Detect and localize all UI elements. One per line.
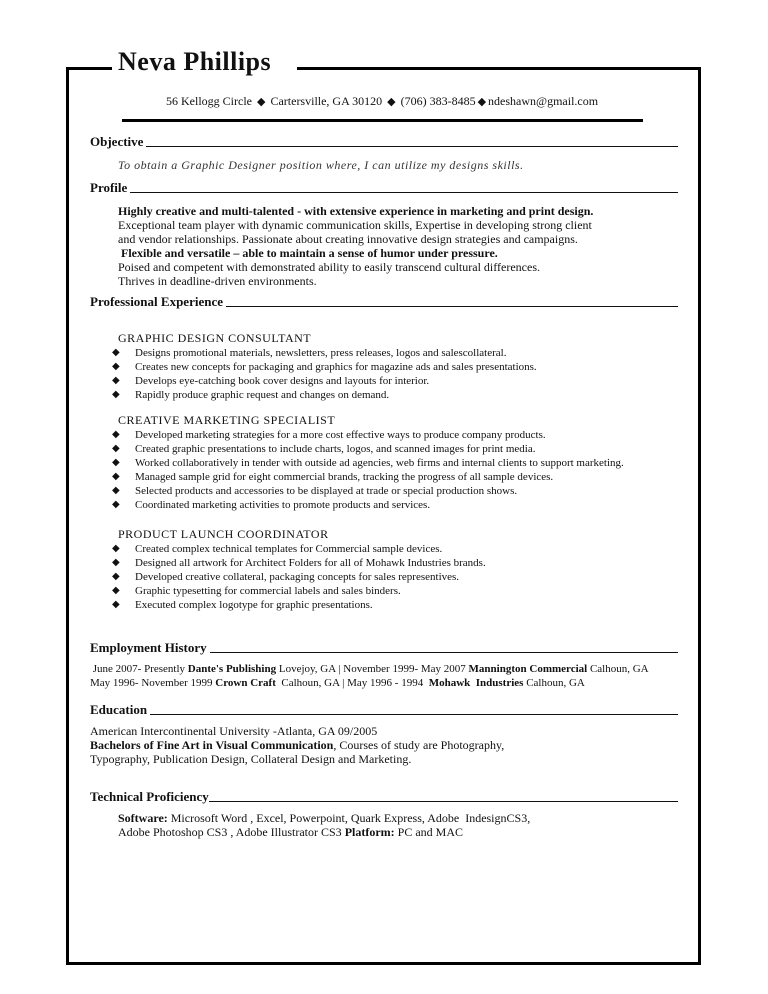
profile-line: Thrives in deadline-driven environments. [118, 274, 317, 288]
platform-label: Platform: [344, 825, 395, 839]
diamond-bullet-icon: ◆ [112, 347, 120, 358]
list-item: ◆ Executed complex logotype for graphic presentations. [112, 599, 373, 611]
diamond-bullet-icon: ◆ [112, 375, 120, 386]
city: Cartersville, GA 30120 [270, 94, 383, 108]
list-item: ◆ Selected products and accessories to be displayed at trade or special production shows. [112, 485, 518, 497]
employer-name: Mohawk Industries [428, 677, 524, 689]
employer-name: Dante's Publishing [187, 663, 277, 675]
job-bullets [112, 428, 624, 512]
list-item: ◆ Created graphic presentations to include charts, logos, and scanned images for print media. [112, 443, 536, 455]
diamond-bullet-icon: ◆ [112, 543, 120, 554]
list-item: ◆ Worked collaboratively in tender with outside ad agencies, web firms and internal clients to support marketing. [112, 457, 624, 469]
software-label: Software: [118, 811, 168, 825]
education-line: Bachelors of Fine Art in Visual Communication, Courses of study are Photography, [90, 738, 505, 752]
job-title: GRAPHIC DESIGN CONSULTANT [118, 331, 312, 345]
phone: (706) 383-8485 [400, 94, 476, 108]
list-item: ◆ Developed marketing strategies for a more cost effective ways to produce company products. [112, 429, 546, 441]
profile-line: Highly creative and multi-talented - with extensive experience in marketing and print design. [118, 204, 594, 218]
diamond-bullet-icon: ◆ [112, 361, 120, 372]
education-line: American Intercontinental University -Atlanta, GA 09/2005 [90, 724, 378, 738]
section-heading-technical: Technical Proficiency [90, 789, 678, 805]
list-item: ◆ Develops eye-catching book cover designs and layouts for interior. [112, 375, 430, 387]
frame-border-top-right [297, 67, 700, 70]
diamond-bullet-icon: ◆ [112, 429, 120, 440]
email: ndeshawn@gmail.com [488, 94, 599, 108]
profile-line: and vendor relationships. Passionate about creating innovative design strategies and campaigns. [118, 232, 578, 246]
list-item: ◆ Created complex technical templates for Commercial sample devices. [112, 543, 443, 555]
employment-row: May 1996- November 1999 Crown Craft Calhoun, GA | May 1996 - 1994 Mohawk Industries Calhoun, GA [90, 677, 585, 689]
job-title: CREATIVE MARKETING SPECIALIST [118, 413, 336, 427]
diamond-bullet-icon: ◆ [112, 485, 120, 496]
diamond-icon: ◆ [477, 96, 487, 108]
diamond-bullet-icon: ◆ [112, 457, 120, 468]
diamond-icon: ◆ [387, 96, 396, 108]
employer-name: Crown Craft [215, 677, 276, 689]
list-item: ◆ Graphic typesetting for commercial labels and sales binders. [112, 585, 401, 597]
frame-border-left [66, 67, 69, 964]
header-rule [122, 119, 643, 122]
diamond-bullet-icon: ◆ [112, 571, 120, 582]
list-item: ◆ Managed sample grid for eight commercial brands, tracking the progress of all sample devices. [112, 471, 554, 483]
profile-line: Exceptional team player with dynamic communication skills, Expertise in developing strong client [118, 218, 592, 232]
technical-line: Software: Microsoft Word , Excel, Powerpoint, Quark Express, Adobe IndesignCS3, [118, 811, 531, 825]
frame-border-right [698, 67, 701, 964]
section-heading-employment: Employment History [90, 640, 678, 656]
diamond-bullet-icon: ◆ [112, 471, 120, 482]
degree: Bachelors of Fine Art in Visual Communication [90, 738, 334, 752]
diamond-bullet-icon: ◆ [112, 585, 120, 596]
diamond-bullet-icon: ◆ [112, 599, 120, 610]
objective-text: To obtain a Graphic Designer position where, I can utilize my designs skills. [118, 158, 524, 172]
contact-line [166, 94, 598, 109]
education-line: Typography, Publication Design, Collateral Design and Marketing. [90, 752, 412, 766]
address: 56 Kellogg Circle [166, 94, 252, 108]
profile-line: Poised and competent with demonstrated ability to easily transcend cultural differences. [118, 260, 540, 274]
list-item: ◆ Designs promotional materials, newsletters, press releases, logos and salescollateral. [112, 347, 507, 359]
diamond-icon: ◆ [256, 96, 266, 108]
job-bullets [112, 542, 486, 612]
diamond-bullet-icon: ◆ [112, 389, 120, 400]
diamond-bullet-icon: ◆ [112, 499, 120, 510]
employment-row: June 2007- Presently Dante's Publishing Lovejoy, GA | November 1999- May 2007 Mannington Commercial Calhoun, GA [90, 663, 649, 675]
list-item: ◆ Creates new concepts for packaging and graphics for magazine ads and sales presentations. [112, 361, 537, 373]
section-heading-profile: Profile [90, 180, 678, 196]
job-bullets [112, 346, 537, 402]
candidate-name: Neva Phillips [118, 47, 272, 76]
employer-name: Mannington Commercial [468, 663, 588, 675]
frame-border-bottom [66, 962, 701, 965]
section-heading-education: Education [90, 702, 678, 718]
list-item: ◆ Developed creative collateral, packaging concepts for sales representives. [112, 571, 460, 583]
list-item: ◆ Designed all artwork for Architect Folders for all of Mohawk Industries brands. [112, 557, 486, 569]
list-item: ◆ Rapidly produce graphic request and changes on demand. [112, 389, 390, 401]
diamond-bullet-icon: ◆ [112, 443, 120, 454]
list-item: ◆ Coordinated marketing activities to promote products and services. [112, 499, 431, 511]
section-heading-experience: Professional Experience [90, 294, 678, 310]
section-heading-objective: Objective [90, 134, 678, 150]
technical-line: Adobe Photoshop CS3 , Adobe Illustrator CS3 Platform: PC and MAC [118, 825, 464, 839]
frame-border-top-left [66, 67, 112, 70]
diamond-bullet-icon: ◆ [112, 557, 120, 568]
profile-line: Flexible and versatile – able to maintain a sense of humor under pressure. [118, 246, 498, 260]
job-title: PRODUCT LAUNCH COORDINATOR [118, 527, 329, 541]
